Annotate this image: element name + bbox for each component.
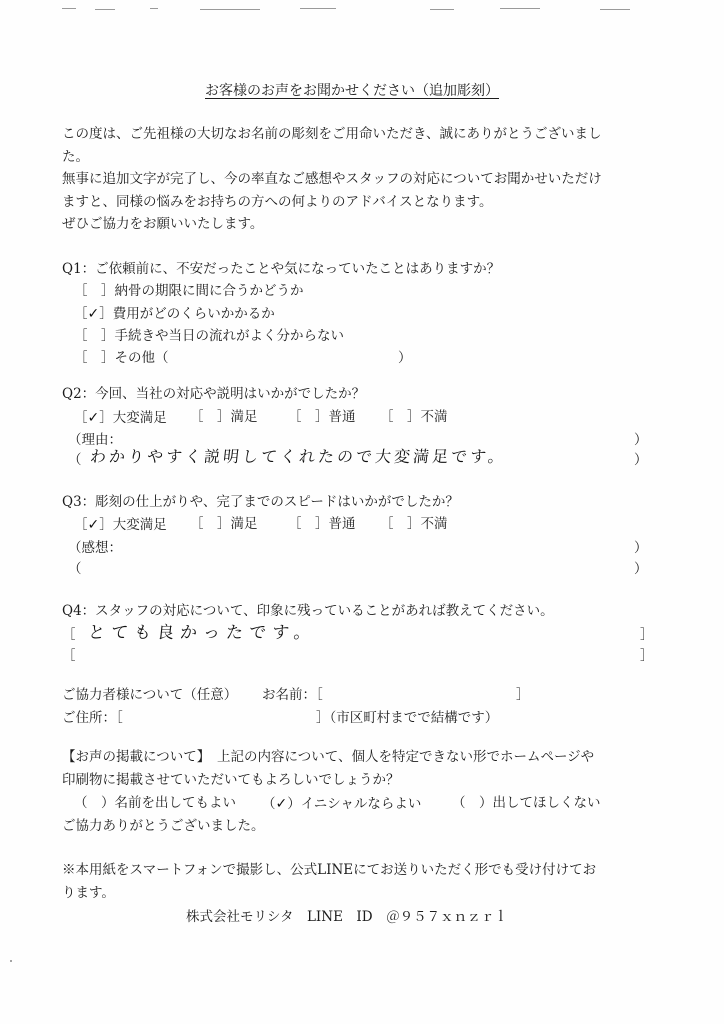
q2-reason-label: （理由： (68, 432, 122, 448)
option-label: 不満 (420, 516, 448, 532)
option-label: ）イニシャルならよい (287, 796, 422, 812)
option-label: 手続きや当日の流れがよく分からない (114, 328, 344, 344)
q3-line2-close: ） (634, 561, 648, 577)
radio[interactable]: （ ） (74, 795, 115, 811)
checkbox[interactable]: ［ ］ (74, 328, 115, 344)
q2-option-very-satisfied[interactable] (74, 411, 167, 426)
q1-option-2[interactable] (74, 307, 275, 322)
checkbox[interactable]: ［ ］ (288, 409, 329, 425)
option-label: 納骨の期限に間に合うかどうか (114, 283, 304, 299)
option-label: 満足 (230, 409, 258, 425)
intro-line-2: た。 (62, 149, 89, 165)
publish-option-none[interactable] (452, 797, 601, 811)
checkbox[interactable]: ［ (74, 306, 88, 322)
q3-option-average[interactable] (288, 518, 356, 532)
q3-feedback-close: ） (634, 540, 648, 556)
q1-question: Q1：ご依頼前に、不安だったことや気になっていたことはありますか？ (62, 261, 501, 277)
checkbox[interactable]: ［ (74, 410, 88, 426)
option-label: 名前を出してもよい (114, 795, 236, 811)
checkbox[interactable]: ［ ］ (190, 516, 231, 532)
option-label: ］大変満足 (99, 517, 167, 533)
q3-feedback-label: （感想： (68, 540, 122, 556)
info-heading: ご協力者様について（任意） (62, 687, 238, 703)
option-label: 出してほしくない (492, 795, 601, 811)
intro-line-1: この度は、ご先祖様の大切なお名前の彫刻をご用命いただき、誠にありがとうございまし (62, 126, 602, 142)
q3-line2-open: （ (68, 561, 82, 577)
checkbox[interactable]: ［ ］ (74, 350, 115, 366)
q2-option-average[interactable] (288, 411, 356, 425)
q3-option-unsatisfied[interactable] (380, 518, 448, 532)
publish-option-name[interactable] (74, 797, 236, 811)
q4-question: Q4：スタッフの対応について、印象に残っていることがあれば教えてください。 (62, 603, 554, 619)
option-label: ］大変満足 (99, 410, 167, 426)
name-field-close: ］ (516, 687, 530, 703)
name-field-label[interactable]: お名前：［ (262, 687, 323, 703)
q2-line2-close: ） (634, 452, 648, 468)
checkbox[interactable]: ［ ］ (288, 516, 329, 532)
intro-line-3: 無事に追加文字が完了し、今の率直なご感想やスタッフの対応についてお聞かせいただけ (62, 171, 602, 187)
company-line-id: 株式会社モリシタ LINE ID ＠９５７ｘｎｚｒｌ (186, 909, 508, 925)
q3-option-satisfied[interactable] (190, 518, 258, 532)
q2-handwritten-reason: わかりやすく説明してくれたので大変満足です。 (89, 447, 508, 466)
q3-option-very-satisfied[interactable] (74, 518, 167, 533)
address-field-close: ］（市区町村までで結構です） (316, 710, 499, 726)
radio[interactable]: （ ） (452, 795, 493, 811)
publish-option-initials[interactable] (262, 797, 421, 812)
q4-line2-open: ［ (62, 648, 76, 664)
intro-line-4: ますと、同様の悩みをお持ちの方への何よりのアドバイスとなります。 (62, 194, 493, 210)
q4-handwritten-answer: とても良かったです。 (87, 623, 318, 643)
q2-question: Q2：今回、当社の対応や説明はいかがでしたか？ (62, 386, 366, 402)
q1-option-3[interactable] (74, 330, 344, 344)
q2-reason-close: ） (634, 432, 648, 448)
footer-note-line-2: ります。 (62, 885, 115, 901)
q1-option-1[interactable] (74, 285, 304, 299)
option-label: 普通 (328, 516, 356, 532)
q4-line1-open: ［ (62, 627, 76, 643)
option-label: その他（ (114, 350, 169, 366)
q4-line2-close: ］ (640, 648, 654, 664)
thanks-text: ご協力ありがとうございました。 (62, 818, 265, 834)
q1-option-4[interactable] (74, 352, 169, 366)
intro-line-5: ぜひご協力をお願いいたします。 (62, 216, 264, 232)
check-mark-icon: ✓ (87, 517, 100, 533)
option-label: 満足 (230, 516, 258, 532)
option-label: 普通 (328, 409, 356, 425)
radio[interactable]: （ (262, 796, 276, 812)
address-field-label[interactable]: ご住所：［ (62, 710, 123, 726)
q2-option-unsatisfied[interactable] (380, 411, 448, 425)
page-title: お客様のお声をお聞かせください（追加彫刻） (205, 83, 499, 99)
q4-line1-close: ］ (640, 627, 654, 643)
publish-line-1: 【お声の掲載について】 上記の内容について、個人を特定できない形でホームページや (62, 749, 595, 765)
checkbox[interactable]: ［ ］ (380, 409, 421, 425)
footer-note-line-1: ※本用紙をスマートフォンで撮影し、公式LINEにてお送りいただく形でも受け付けてお (62, 862, 597, 878)
checkbox[interactable]: ［ (74, 517, 88, 533)
option-label: ］費用がどのくらいかかるか (99, 306, 275, 322)
q2-line2-open: （ (68, 452, 82, 468)
check-mark-icon: ✓ (87, 410, 100, 426)
publish-line-2: 印刷物に掲載させていただいてもよろしいでしょうか？ (62, 772, 400, 788)
check-mark-icon: ✓ (87, 306, 100, 322)
q2-option-satisfied[interactable] (190, 411, 258, 425)
q1-other-close: ） (398, 350, 412, 366)
checkbox[interactable]: ［ ］ (190, 409, 231, 425)
check-mark-icon: ✓ (275, 796, 288, 812)
option-label: 不満 (420, 409, 448, 425)
checkbox[interactable]: ［ ］ (380, 516, 421, 532)
q3-question: Q3：彫刻の仕上がりや、完了までのスピードはいかがでしたか？ (62, 494, 459, 510)
checkbox[interactable]: ［ ］ (74, 283, 115, 299)
